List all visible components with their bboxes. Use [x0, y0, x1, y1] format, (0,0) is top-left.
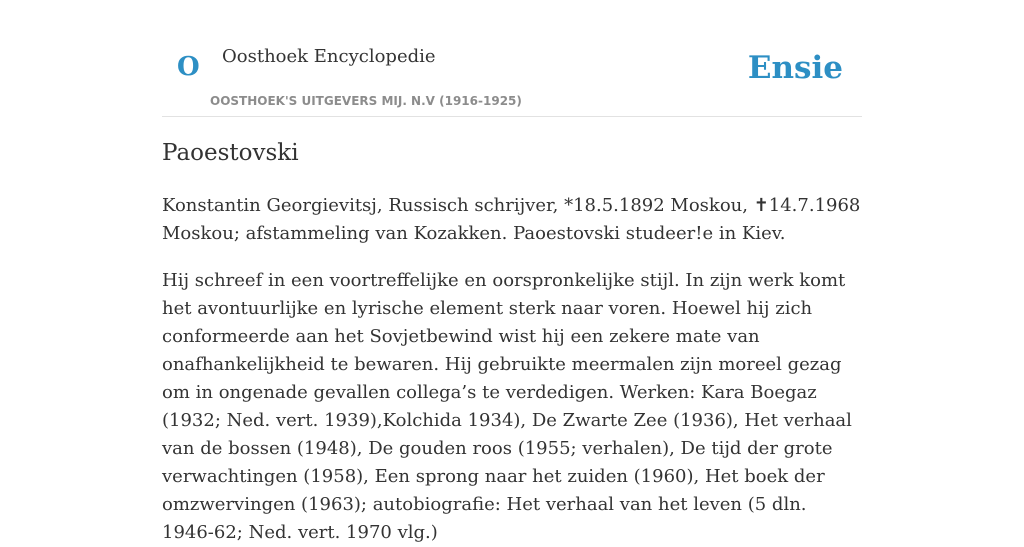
brand-logo[interactable]: Ensie — [747, 50, 843, 86]
site-subtitle: OOSTHOEK'S UITGEVERS MIJ. N.V (1916-1925) — [210, 94, 522, 108]
entry-paragraph-1: Konstantin Georgievitsj, Russisch schrijver, *18.5.1892 Moskou, ✝14.7.1968 Moskou; afstammeling van Kozakken. Paoestovski studeer!e in Kiev. — [162, 195, 861, 244]
site-header — [162, 0, 862, 117]
page — [162, 0, 862, 543]
site-logo[interactable]: O — [177, 52, 200, 82]
site-title[interactable]: Oosthoek Encyclopedie — [222, 46, 436, 67]
entry-title: Paoestovski — [162, 140, 299, 166]
entry-paragraph-2: Hij schreef in een voortreffelijke en oorspronkelijke stijl. In zijn werk komt het avontuurlijke en lyrische element sterk naar voren. Hoewel hij zich conformeerde aan het Sovjetbewind wist hij een zekere mate van onafhankelijkheid te bewaren. Hij gebruikte meermalen zijn moreel gezag om in ongenade gevallen collega’s te verdedigen. Werken: Kara Boegaz (1932; Ned. vert. 1939),Kolchida 1934), De Zwarte Zee (1936), Het verhaal van de bossen (1948), De gouden roos (1955; verhalen), De tijd der grote verwachtingen (1958), Een sprong naar het zuiden (1960), Het boek der omzwervingen (1963); autobiografie: Het verhaal van het leven (5 dln. 1946-62; Ned. vert. 1970 vlg.) — [162, 270, 852, 543]
